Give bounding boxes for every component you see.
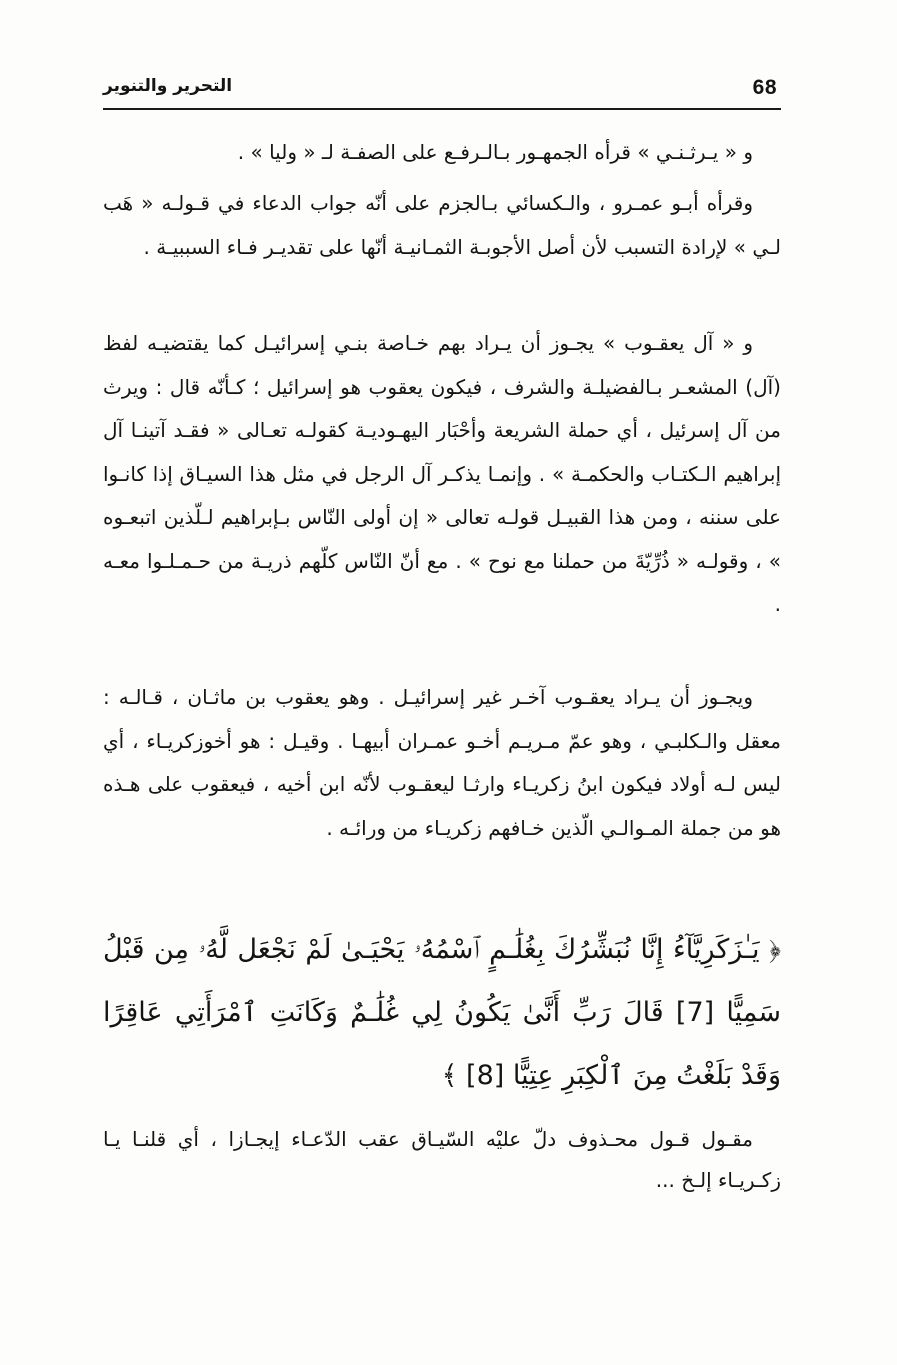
paragraph-verse-commentary: مقـول قـول محـذوف دلّ عليْه السّيـاق عقب الدّعـاء إيجـازا ، أي قلنـا يـا زكـريـاء إلـخ ...	[103, 1127, 781, 1192]
paragraph-al-yaqub: و « آل يعقـوب » يجـوز أن يـراد بهم خـاصة بنـي إسرائيـل كما يقتضيـه لفظ (آل) المشعـر بـالفضيلـة والشرف ، فيكون يعقوب هو إسرائيل ؛ كـأنّه قال : ويرث من آل إسرئيل ، أي حملة الشريعة وأحْبَار اليهـوديـة كقولـه تعـالى « فقـد آتينـا آل إبراهيم الـكتـاب والحكمـة » . وإنمـا يذكـر آل الرجل في مثل هذا السيـاق إذا كانـوا على سننه ، ومن هذا القبيـل قولـه تعالى « إن أولى النّاس بـإبراهيم لـلّذين اتبعـوه » ، وقولـه « ذُرِّيّةَ من حملنا مع نوح » . مع أنّ النّاس كلّهم ذريـة من حـمـلـوا معـه .	[103, 331, 781, 616]
paragraph-another-yaqub: ويجـوز أن يـراد يعقـوب آخـر غير إسرائيـل . وهو يعقوب بن ماثـان ، قـالـه : معقل والـكلبـي ، وهو عمّ مـريـم أخـو عمـران أبيهـا . وقيـل : هو أخوزكريـاء ، أي ليس لـه أولاد فيكون ابنُ زكريـاء وارثـا ليعقـوب لأنّه ابن أخيه ، فيعقوب على هـذه هو من جملة المـوالـي الّذين خـافهم زكريـاء من ورائـه .	[103, 685, 781, 840]
paragraph-abu-amr-reading: وقرأه أبـو عمـرو ، والـكسائي بـالجزم على أنّه جواب الدعاء في قـولـه « هَب لـي » لإرادة التسبب لأن أصل الأجوبـة الثمـانيـة أنّها على تقديـر فـاء السببيـة .	[103, 191, 781, 259]
paragraph-yarithuni-reading: و « يـرثـنـي » قرأه الجمهـور بـالـرفـع على الصفـة لـ « وليا » .	[237, 140, 753, 164]
page-header	[103, 74, 781, 110]
quran-verse-block: ﴿ يَـٰزَكَرِيَّآءُ إِنَّا نُبَشِّرُكَ بِغُلَٰـمٍ ٱسْمُهُۥ يَحْيَـىٰ لَمْ نَجْعَل لَّهُۥ مِن قَبْلُ سَمِيًّا [7] قَالَ رَبِّ أَنَّىٰ يَكُونُ لِي غُلَٰـمٌ وَكَانَتِ ٱمْرَأَتِي عَاقِرًا وَقَدْ بَلَغْتُ مِنَ ٱلْكِبَرِ عِتِيًّا [8] ﴾	[103, 934, 781, 1091]
page-number: 68	[752, 76, 777, 99]
running-title: التحرير والتنوير	[103, 76, 233, 96]
